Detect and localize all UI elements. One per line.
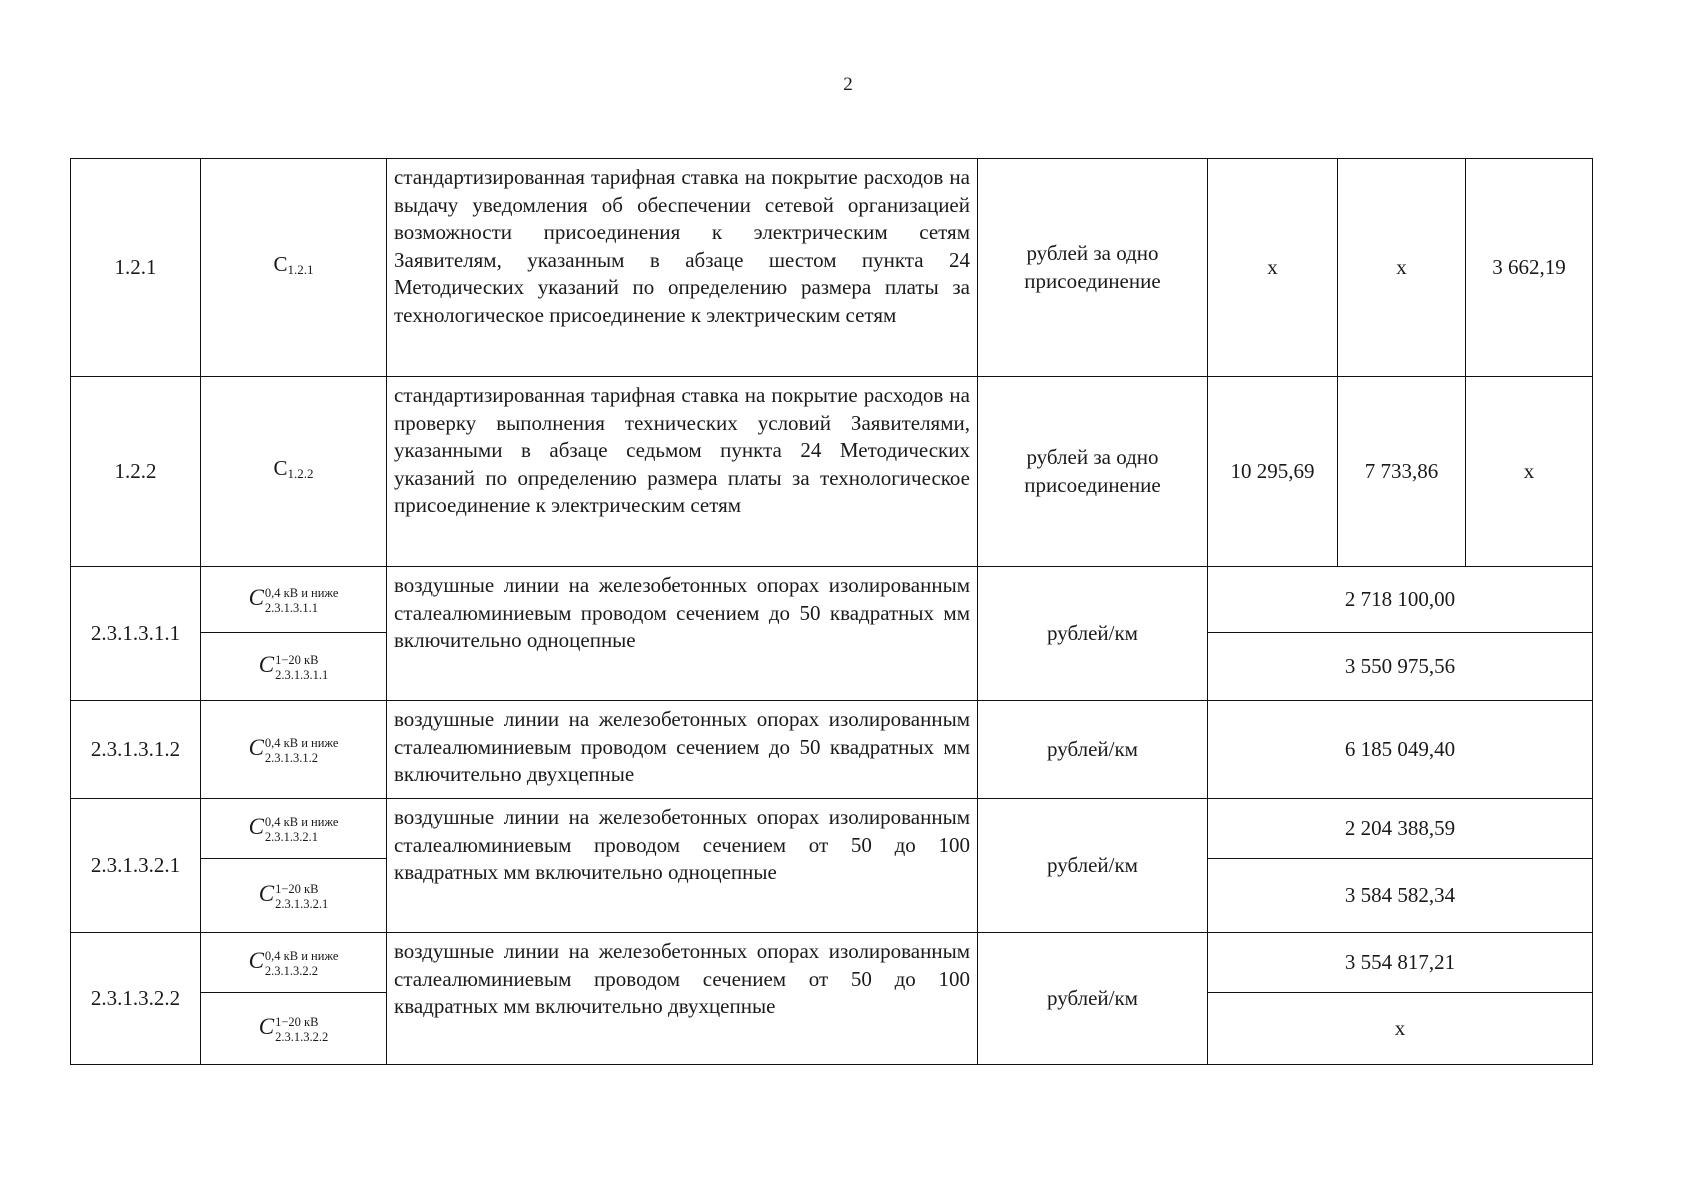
rate-symbol: C1.2.2 (201, 377, 387, 567)
row-value: 10 295,69 (1208, 377, 1338, 567)
row-description: стандартизированная тарифная ставка на покрытие расходов на проверку выполнения технических условий Заявителями, указанными в абзаце седьмом пункта 24 Методических указаний по определению размера платы за технологическое присоединение к электрическим сетям (387, 377, 978, 567)
row-description: стандартизированная тарифная ставка на покрытие расходов на выдачу уведомления об обеспечении сетевой организацией возможности присоединения к электрическим сетям Заявителям, указанным в абзаце шестом пункта 24 Методических указаний по определению размера платы за технологическое присоединение к электрическим сетям (387, 159, 978, 377)
row-description: воздушные линии на железобетонных опорах изолированным сталеалюминиевым проводом сечением до 50 квадратных мм включительно двухцепные (387, 701, 978, 799)
table-row (71, 933, 1593, 993)
row-value: x (1466, 377, 1593, 567)
row-description: воздушные линии на железобетонных опорах изолированным сталеалюминиевым проводом сечением до 50 квадратных мм включительно одноцепные (387, 567, 978, 701)
rate-symbol: C 1−20 кВ 2.3.1.3.1.1 (201, 633, 387, 701)
row-value: x (1208, 993, 1593, 1065)
rate-symbol: C 0,4 кВ и ниже 2.3.1.3.2.1 (201, 799, 387, 859)
table-row (71, 159, 1593, 377)
table-row (71, 701, 1593, 799)
row-code: 2.3.1.3.1.1 (71, 567, 201, 701)
tariff-table (70, 158, 1593, 1065)
row-unit: рублей/км (978, 701, 1208, 799)
row-value: 7 733,86 (1338, 377, 1466, 567)
rate-symbol: C 0,4 кВ и ниже 2.3.1.3.1.2 (201, 701, 387, 799)
rate-symbol: C1.2.1 (201, 159, 387, 377)
row-value: 6 185 049,40 (1208, 701, 1593, 799)
table-row (71, 377, 1593, 567)
rate-symbol: C 1−20 кВ 2.3.1.3.2.2 (201, 993, 387, 1065)
row-value: 2 204 388,59 (1208, 799, 1593, 859)
row-code: 2.3.1.3.1.2 (71, 701, 201, 799)
row-value: 3 584 582,34 (1208, 859, 1593, 933)
rate-symbol: C 0,4 кВ и ниже 2.3.1.3.1.1 (201, 567, 387, 633)
row-code: 2.3.1.3.2.1 (71, 799, 201, 933)
row-unit: рублей/км (978, 567, 1208, 701)
row-value: 3 554 817,21 (1208, 933, 1593, 993)
row-value: x (1338, 159, 1466, 377)
rate-symbol: C 0,4 кВ и ниже 2.3.1.3.2.2 (201, 933, 387, 993)
row-value: 3 550 975,56 (1208, 633, 1593, 701)
row-description: воздушные линии на железобетонных опорах изолированным сталеалюминиевым проводом сечением от 50 до 100 квадратных мм включительно двухцепные (387, 933, 978, 1065)
table-row (71, 799, 1593, 859)
page-number: 2 (843, 74, 853, 95)
rate-symbol: C 1−20 кВ 2.3.1.3.2.1 (201, 859, 387, 933)
row-value: x (1208, 159, 1338, 377)
row-unit: рублей/км (978, 933, 1208, 1065)
row-value: 3 662,19 (1466, 159, 1593, 377)
table-row (71, 567, 1593, 633)
row-description: воздушные линии на железобетонных опорах изолированным сталеалюминиевым проводом сечением от 50 до 100 квадратных мм включительно одноцепные (387, 799, 978, 933)
row-unit: рублей/км (978, 799, 1208, 933)
row-value: 2 718 100,00 (1208, 567, 1593, 633)
row-unit: рублей за одно присоединение (978, 159, 1208, 377)
row-code: 2.3.1.3.2.2 (71, 933, 201, 1065)
row-code: 1.2.2 (71, 377, 201, 567)
row-unit: рублей за одно присоединение (978, 377, 1208, 567)
row-code: 1.2.1 (71, 159, 201, 377)
